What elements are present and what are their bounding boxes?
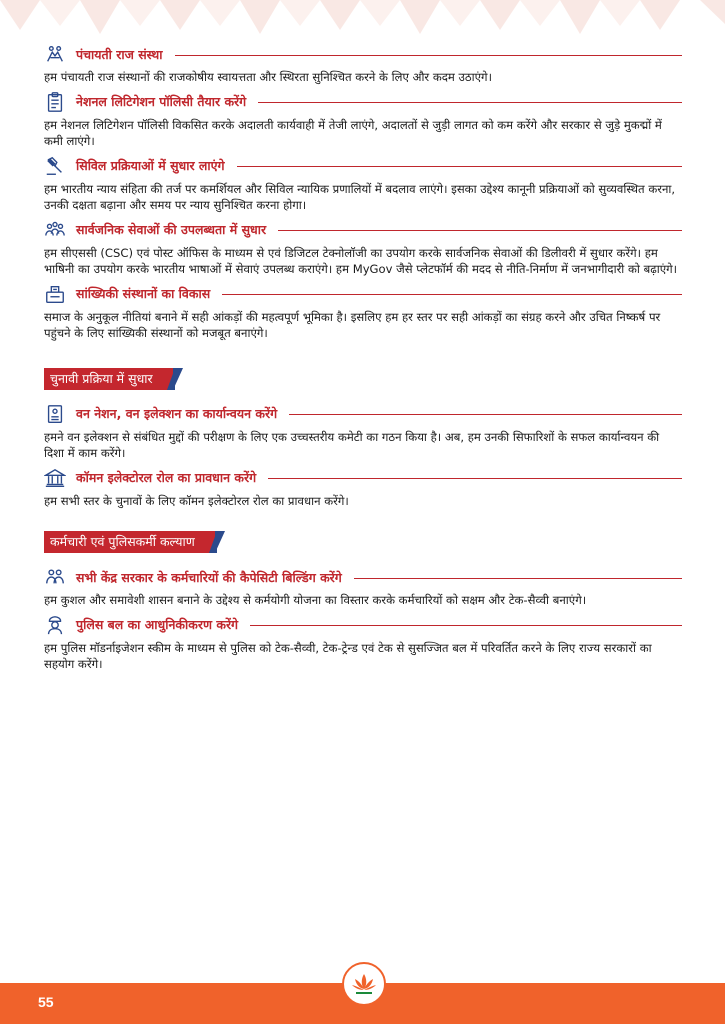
section-title: वन नेशन, वन इलेक्शन का कार्यान्वयन करेंगे [76,406,278,421]
page-content [44,42,682,677]
title-rule [250,625,682,626]
section-one-nation-one-election [44,402,682,462]
title-rule [354,578,682,579]
title-rule [289,414,682,415]
section-title: नेशनल लिटिगेशन पॉलिसी तैयार करेंगे [76,94,247,109]
section-title: सांख्यिकी संस्थानों का विकास [76,286,211,301]
panchayat-icon [44,43,70,65]
section-text: समाज के अनुकूल नीतियां बनाने में सही आंकड़ों की महत्वपूर्ण भूमिका है। इसलिए हम हर स्तर पर सही आंकड़ों का संग्रह करने और उचित निष्कर्ष पर पहुंचने के लिए सांख्यिकी संस्थानों को मजबूत बनाएंगे। [44,309,661,340]
page-number: 55 [38,994,54,1010]
section-text: हम नेशनल लिटिगेशन पॉलिसी विकसित करके अदालती कार्यवाही में तेजी लाएंगे, अदालतों से जुड़ी लागत को कम करेंगे और सरकार से जुड़े मुकद्मों में कमी लाएंगे। [44,117,662,148]
title-rule [278,230,682,231]
police-icon [44,614,70,636]
category-banner: कर्मचारी एवं पुलिसकर्मी कल्याण [44,531,217,553]
section-panchayati-raj [44,42,682,86]
section-text: हमने वन इलेक्शन से संबंधित मुद्दों की परीक्षण के लिए एक उच्चस्तरीय कमेटी का गठन किया है। अब, हम उनकी सिफारिशों के सफल कार्यान्वयन की दिशा में काम करेंगे। [44,429,660,460]
section-title: कॉमन इलेक्टोरल रोल का प्रावधान करेंगे [76,470,257,485]
section-civil-procedures [44,154,682,214]
section-text: हम पुलिस मॉडर्नाइजेशन स्कीम के माध्यम से पुलिस को टेक-सैव्वी, टेक-ट्रेन्ड एवं टेक से सुसज्जित बल में परिवर्तित करने के लिए राज्य सरकारों का सहयोग करेंगे। [44,640,652,671]
section-public-services [44,218,682,278]
employees-icon [44,566,70,588]
title-rule [268,478,682,479]
section-litigation-policy [44,90,682,150]
section-title: सिविल प्रक्रियाओं में सुधार लाएंगे [76,158,225,173]
lotus-logo [342,962,386,1006]
lotus-icon [349,969,379,999]
header-pattern [0,0,725,48]
title-rule [258,102,682,103]
gavel-icon [44,155,70,177]
ballot-box-icon [44,283,70,305]
section-common-electoral-roll [44,466,682,510]
title-rule [222,294,682,295]
title-rule [237,166,682,167]
clipboard-icon [44,91,70,113]
government-building-icon [44,467,70,489]
section-police-modernisation [44,613,682,673]
voter-id-icon [44,403,70,425]
section-title: सभी केंद्र सरकार के कर्मचारियों की कैपेसिटी बिल्डिंग करेंगे [76,569,342,585]
title-rule [175,55,682,56]
section-text: हम भारतीय न्याय संहिता की तर्ज पर कमर्शियल और सिविल न्यायिक प्रणालियों में बदलाव लाएंगे। इसका उद्देश्य कानूनी प्रक्रियाओं को सुव्यवस्थित करना, उनकी दक्षता बढ़ाना और समय पर न्याय सुनिश्चित करना होगा। [44,181,676,212]
section-text: हम पंचायती राज संस्थानों की राजकोषीय स्वायत्तता और स्थिरता सुनिश्चित करने के लिए और कदम उठाएंगे। [44,70,492,84]
section-statistics [44,282,682,342]
section-text: हम कुशल और समावेशी शासन बनाने के उद्देश्य से कर्मयोगी योजना का विस्तार करके कर्मचारियों को सक्षम और टेक-सैव्वी बनाएंगे। [44,593,587,607]
section-text: हम सभी स्तर के चुनावों के लिए कॉमन इलेक्टोरल रोल का प्रावधान करेंगे। [44,493,349,508]
section-title: पुलिस बल का आधुनिकीकरण करेंगे [76,617,239,632]
category-banner: चुनावी प्रक्रिया में सुधार [44,368,175,390]
section-title: पंचायती राज संस्था [76,46,163,62]
section-title: सार्वजनिक सेवाओं की उपलब्धता में सुधार [76,222,267,237]
section-text: हम सीएससी (CSC) एवं पोस्ट ऑफिस के माध्यम से एवं डिजिटल टेक्नोलॉजी का उपयोग करके सार्वजनिक सेवाओं की डिलीवरी में सुधार करेंगे। हम भाषिनी का उपयोग करके भारतीय भाषाओं में सेवाएं उपलब्ध कराएंगे। हम MyGov जैसे प्लेटफॉर्म की मदद से नीति-निर्माण में जनभागीदारी को बढ़ाएंगे। [44,245,678,276]
section-capacity-building [44,565,682,609]
people-group-icon [44,219,70,241]
